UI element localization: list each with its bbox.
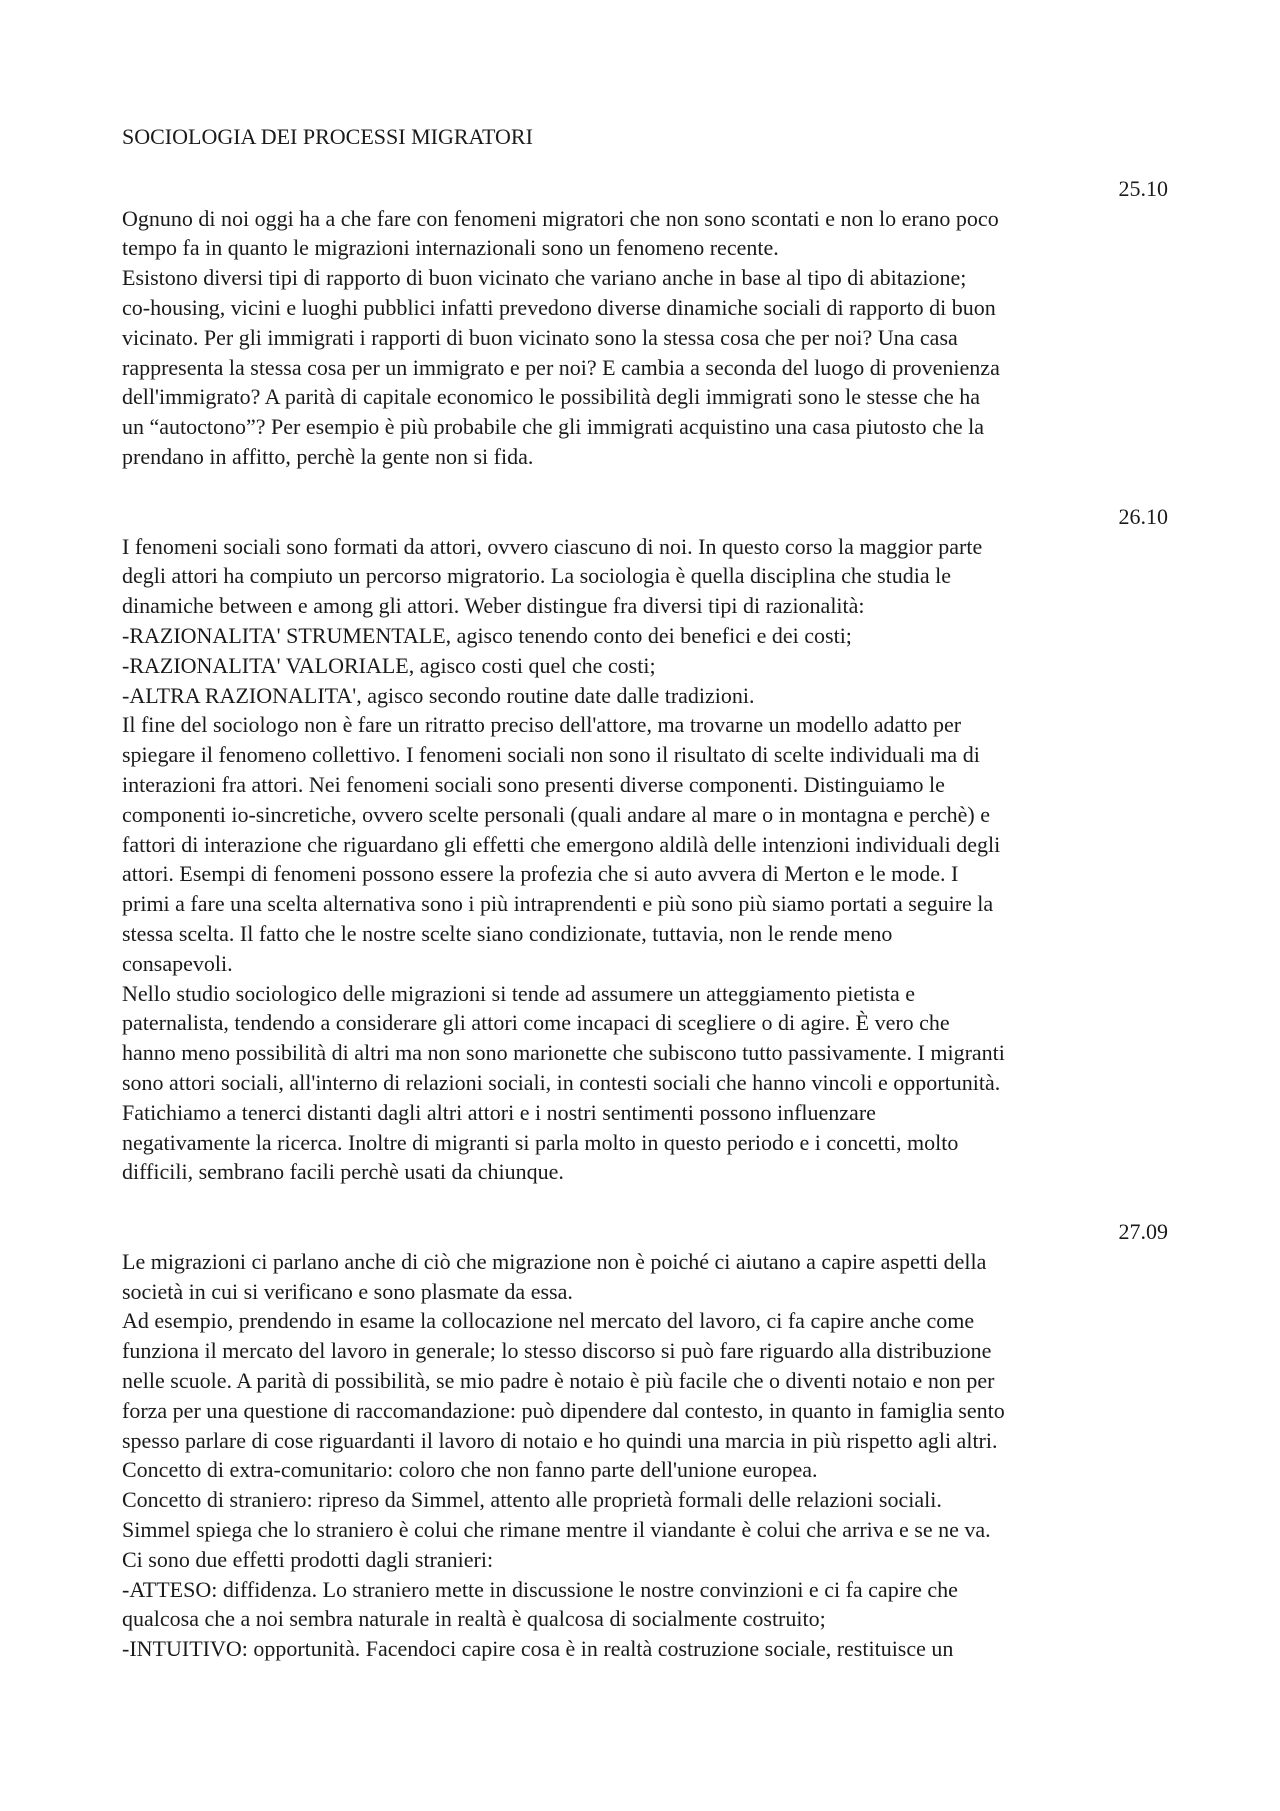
paragraph: Concetto di extra-comunitario: coloro che non fanno parte dell'unione europea.	[122, 1457, 818, 1483]
paragraph: Ognuno di noi oggi ha a che fare con fenomeni migratori che non sono scontati e non lo erano poco tempo fa in quanto le migrazioni internazionali sono un fenomeno recente.	[122, 205, 999, 261]
paragraph: Nello studio sociologico delle migrazioni si tende ad assumere un atteggiamento pietista e paternalista, tendendo a considerare gli attori come incapaci di scegliere o di agire. È vero che hanno meno possibilità di altri ma non sono marionette che subiscono tutto passivamente. I migranti sono attori sociali, all'interno di relazioni sociali, in contesti sociali che hanno vincoli e opportunità. Fatichiamo a tenerci distanti dagli altri attori e i nostri sentimenti possono influenzare negativamente la ricerca. Inoltre di migranti si parla molto in questo periodo e i concetti, molto difficili, sembrano facili perchè usati da chiunque.	[122, 980, 1005, 1185]
section-date: 25.10	[1118, 175, 1168, 201]
section-date: 27.09	[1118, 1219, 1168, 1245]
paragraph: I fenomeni sociali sono formati da attori, ovvero ciascuno di noi. In questo corso la maggior parte degli attori ha compiuto un percorso migratorio. La sociologia è quella disciplina che studia le dinamiche between e among gli attori. Weber distingue fra diversi tipi di razionalità:	[122, 533, 983, 619]
list-item: -ALTRA RAZIONALITA', agisco secondo routine date dalle tradizioni.	[122, 682, 755, 708]
list-item: -INTUITIVO: opportunità. Facendoci capire cosa è in realtà costruzione sociale, restituisce un	[122, 1636, 954, 1662]
document-title: SOCIOLOGIA DEI PROCESSI MIGRATORI	[122, 124, 533, 149]
paragraph: Simmel spiega che lo straniero è colui che rimane mentre il viandante è colui che arriva e se ne va.	[122, 1517, 991, 1543]
section-date: 26.10	[1118, 503, 1168, 529]
list-item: -ATTESO: diffidenza. Lo straniero mette in discussione le nostre convinzioni e ci fa capire che qualcosa che a noi sembra naturale in realtà è qualcosa di socialmente costruito;	[122, 1576, 958, 1632]
paragraph: Ad esempio, prendendo in esame la collocazione nel mercato del lavoro, ci fa capire anche come funziona il mercato del lavoro in generale; lo stesso discorso si può fare riguardo alla distribuzione nelle scuole. A parità di possibilità, se mio padre è notaio è più facile che o diventi notaio e non per forza per una questione di raccomandazione: può dipendere dal contesto, in quanto in famiglia sento spesso parlare di cose riguardanti il lavoro di notaio e ho quindi una marcia in più rispetto agli altri.	[122, 1308, 1005, 1453]
section-27-09	[122, 1217, 1168, 1664]
list-item: -RAZIONALITA' VALORIALE, agisco costi quel che costi;	[122, 652, 656, 678]
paragraph: Le migrazioni ci parlano anche di ciò che migrazione non è poiché ci aiutano a capire aspetti della società in cui si verificano e sono plasmate da essa.	[122, 1248, 987, 1304]
list-item: -RAZIONALITA' STRUMENTALE, agisco tenendo conto dei benefici e dei costi;	[122, 622, 852, 648]
section-25-10	[122, 174, 1168, 472]
paragraph: Concetto di straniero: ripreso da Simmel, attento alle proprietà formali delle relazioni sociali.	[122, 1487, 942, 1513]
document-page	[122, 122, 1168, 1664]
paragraph: Esistono diversi tipi di rapporto di buon vicinato che variano anche in base al tipo di abitazione; co-housing, vicini e luoghi pubblici infatti prevedono diverse dinamiche sociali di rapporto di buon vicinato. Per gli immigrati i rapporti di buon vicinato sono la stessa cosa che per noi? Una casa rappresenta la stessa cosa per un immigrato e per noi? E cambia a seconda del luogo di provenienza dell'immigrato? A parità di capitale economico le possibilità degli immigrati sono le stesse che ha un “autoctono”? Per esempio è più probabile che gli immigrati acquistino una casa piutosto che la prendano in affitto, perchè la gente non si fida.	[122, 265, 1000, 469]
paragraph: Ci sono due effetti prodotti dagli stranieri:	[122, 1546, 494, 1572]
section-26-10	[122, 502, 1168, 1187]
paragraph: Il fine del sociologo non è fare un ritratto preciso dell'attore, ma trovarne un modello adatto per spiegare il fenomeno collettivo. I fenomeni sociali non sono il risultato di scelte individuali ma di interazioni fra attori. Nei fenomeni sociali sono presenti diverse componenti. Distinguiamo le componenti io-sincretiche, ovvero scelte personali (quali andare al mare o in montagna e perchè) e fattori di interazione che riguardano gli effetti che emergono aldilà delle intenzioni individuali degli attori. Esempi di fenomeni possono essere la profezia che si auto avvera di Merton e le mode. I primi a fare una scelta alternativa sono i più intraprendenti e più sono più siamo portati a seguire la stessa scelta. Il fatto che le nostre scelte siano condizionate, tuttavia, non le rende meno consapevoli.	[122, 712, 1001, 976]
